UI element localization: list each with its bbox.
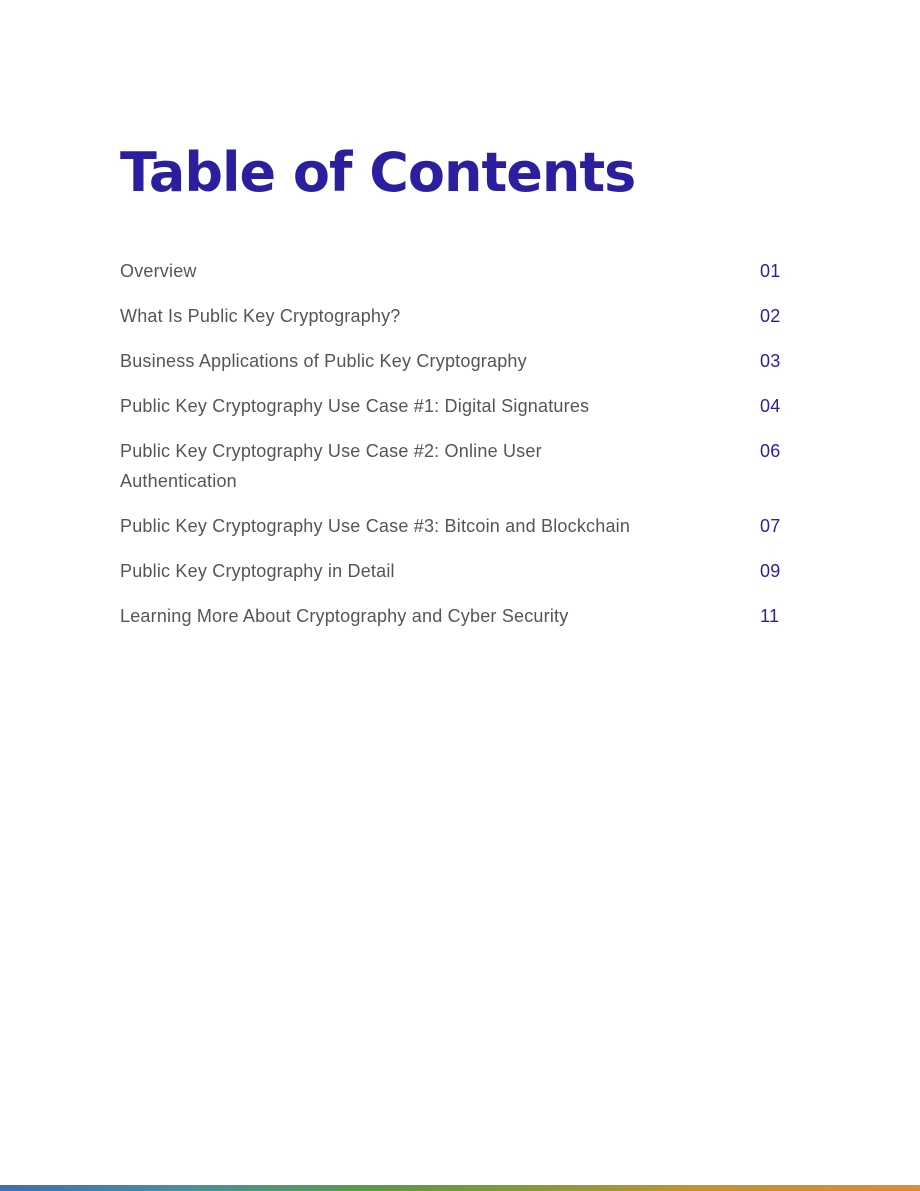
toc-entry-overview[interactable]	[120, 256, 800, 286]
toc-entry-page-number: 02	[760, 306, 781, 326]
toc-entry-label: Business Applications of Public Key Cryptography	[120, 351, 527, 371]
toc-entry-page-number: 09	[760, 561, 781, 581]
toc-entry-page-number: 07	[760, 516, 781, 536]
table-of-contents-list	[120, 256, 800, 646]
toc-entry-use-case-3[interactable]	[120, 511, 800, 541]
toc-entry-pkc-in-detail[interactable]	[120, 556, 800, 586]
toc-entry-label: Overview	[120, 261, 197, 281]
gradient-footer-bar	[0, 1185, 920, 1191]
page-title: Table of Contents	[120, 141, 636, 204]
toc-entry-label: Learning More About Cryptography and Cyber Security	[120, 606, 569, 626]
toc-entry-page-number: 04	[760, 396, 781, 416]
toc-entry-learning-more[interactable]	[120, 601, 800, 631]
toc-entry-use-case-1[interactable]	[120, 391, 800, 421]
toc-entry-label: Public Key Cryptography Use Case #3: Bitcoin and Blockchain	[120, 516, 631, 536]
toc-entry-page-number: 11	[760, 606, 780, 626]
toc-entry-label: What Is Public Key Cryptography?	[120, 306, 401, 326]
toc-entry-label: Public Key Cryptography in Detail	[120, 561, 395, 581]
toc-entry-label: Public Key Cryptography Use Case #1: Digital Signatures	[120, 396, 590, 416]
toc-entry-page-number: 01	[760, 261, 781, 281]
toc-entry-use-case-2[interactable]	[120, 436, 800, 496]
toc-entry-page-number: 06	[760, 441, 781, 461]
toc-entry-what-is-pkc[interactable]	[120, 301, 800, 331]
toc-entry-label: Public Key Cryptography Use Case #2: Online User Authentication	[120, 441, 542, 491]
toc-entry-business-applications[interactable]	[120, 346, 800, 376]
toc-entry-page-number: 03	[760, 351, 781, 371]
